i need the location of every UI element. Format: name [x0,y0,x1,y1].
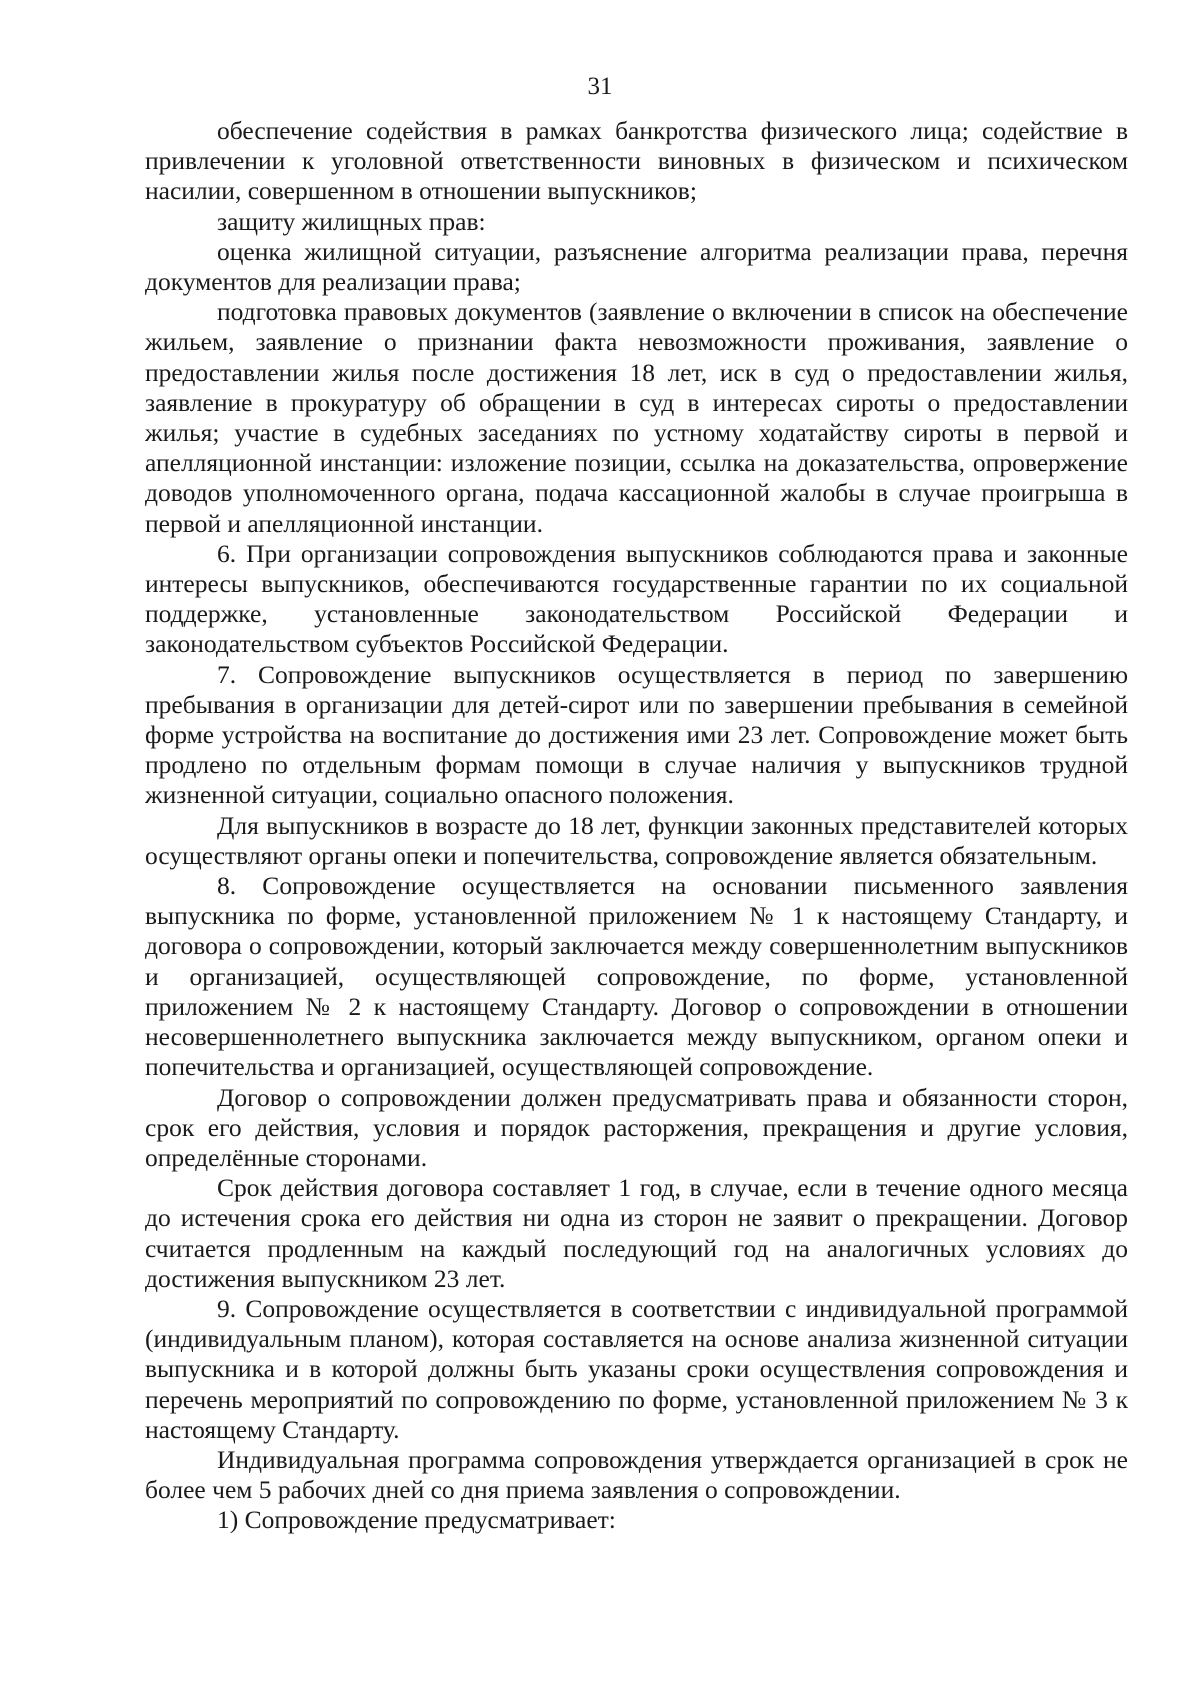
paragraph-item-7: 7. Сопровождение выпускников осуществляется в период по завершению пребывания в организации для детей-сирот или по завершении пребывания в семейной форме устройства на воспитание до достижения ими 23 лет. Сопровождение может быть продлено по отдельным формам помощи в случае наличия у выпускников трудной жизненной ситуации, социально опасного положения. [145,659,1128,810]
paragraph-item-6: 6. При организации сопровождения выпускников соблюдаются права и законные интересы выпускников, обеспечиваются государственные гарантии по их социальной поддержке, установленные законодательством Российской Федерации и законодательством субъектов Российской Федерации. [145,538,1128,659]
paragraph-contract-duration: Срок действия договора составляет 1 год, в случае, если в течение одного месяца до истечения срока его действия ни одна из сторон не заявит о прекращении. Договор считается продленным на каждый последующий год на аналогичных условиях до достижения выпускником 23 лет. [145,1173,1128,1293]
document-body [145,116,1128,1536]
paragraph-program-approval: Индивидуальная программа сопровождения утверждается организацией в срок не более чем 5 рабочих дней со дня приема заявления о сопровождении. [145,1444,1128,1505]
page-number: 31 [587,73,613,100]
paragraph-housing-assessment: оценка жилищной ситуации, разъяснение алгоритма реализации права, перечня документов для реализации права; [145,236,1128,297]
paragraph-bankruptcy-assistance: обеспечение содействия в рамках банкротства физического лица; содействие в привлечении к уголовной ответственности виновных в физическом и психическом насилии, совершенном в отношении выпускников; [145,116,1128,206]
paragraph-item-9: 9. Сопровождение осуществляется в соответствии с индивидуальной программой (индивидуальным планом), которая составляется на основе анализа жизненной ситуации выпускника и в которой должны быть указаны сроки осуществления сопровождения и перечень мероприятий по сопровождению по форме, установленной приложением № 3 к настоящему Стандарту. [145,1293,1128,1444]
paragraph-support-provides: 1) Сопровождение предусматривает: [217,1505,616,1535]
paragraph-housing-rights: защиту жилищных прав: [217,206,486,236]
paragraph-item-8: 8. Сопровождение осуществляется на основании письменного заявления выпускника по форме, установленной приложением № 1 к настоящему Стандарту, и договора о сопровождении, который заключается между совершеннолетним выпускников и организацией, осуществляющей сопровождение, по форме, установленной приложением № 2 к настоящему Стандарту. Договор о сопровождении в отношении несовершеннолетнего выпускника заключается между выпускником, органом опеки и попечительства и организацией, осуществляющей сопровождение. [145,871,1128,1082]
paragraph-legal-documents: подготовка правовых документов (заявление о включении в список на обеспечение жильем, заявление о признании факта невозможности проживания, заявление о предоставлении жилья после достижения 18 лет, иск в суд о предоставлении жилья, заявление в прокуратуру об обращении в суд в интересах сироты о предоставлении жилья; участие в судебных заседаниях по устному ходатайству сироты в первой и апелляционной инстанции: изложение позиции, ссылка на доказательства, опровержение доводов уполномоченного органа, подача кассационной жалобы в случае проигрыша в первой и апелляционной инстанции. [145,297,1128,538]
paragraph-under-18: Для выпускников в возрасте до 18 лет, функции законных представителей которых осуществляют органы опеки и попечительства, сопровождение является обязательным. [145,810,1128,870]
paragraph-contract-terms: Договор о сопровождении должен предусматривать права и обязанности сторон, срок его действия, условия и порядок расторжения, прекращения и другие условия, определённые сторонами. [145,1082,1128,1172]
